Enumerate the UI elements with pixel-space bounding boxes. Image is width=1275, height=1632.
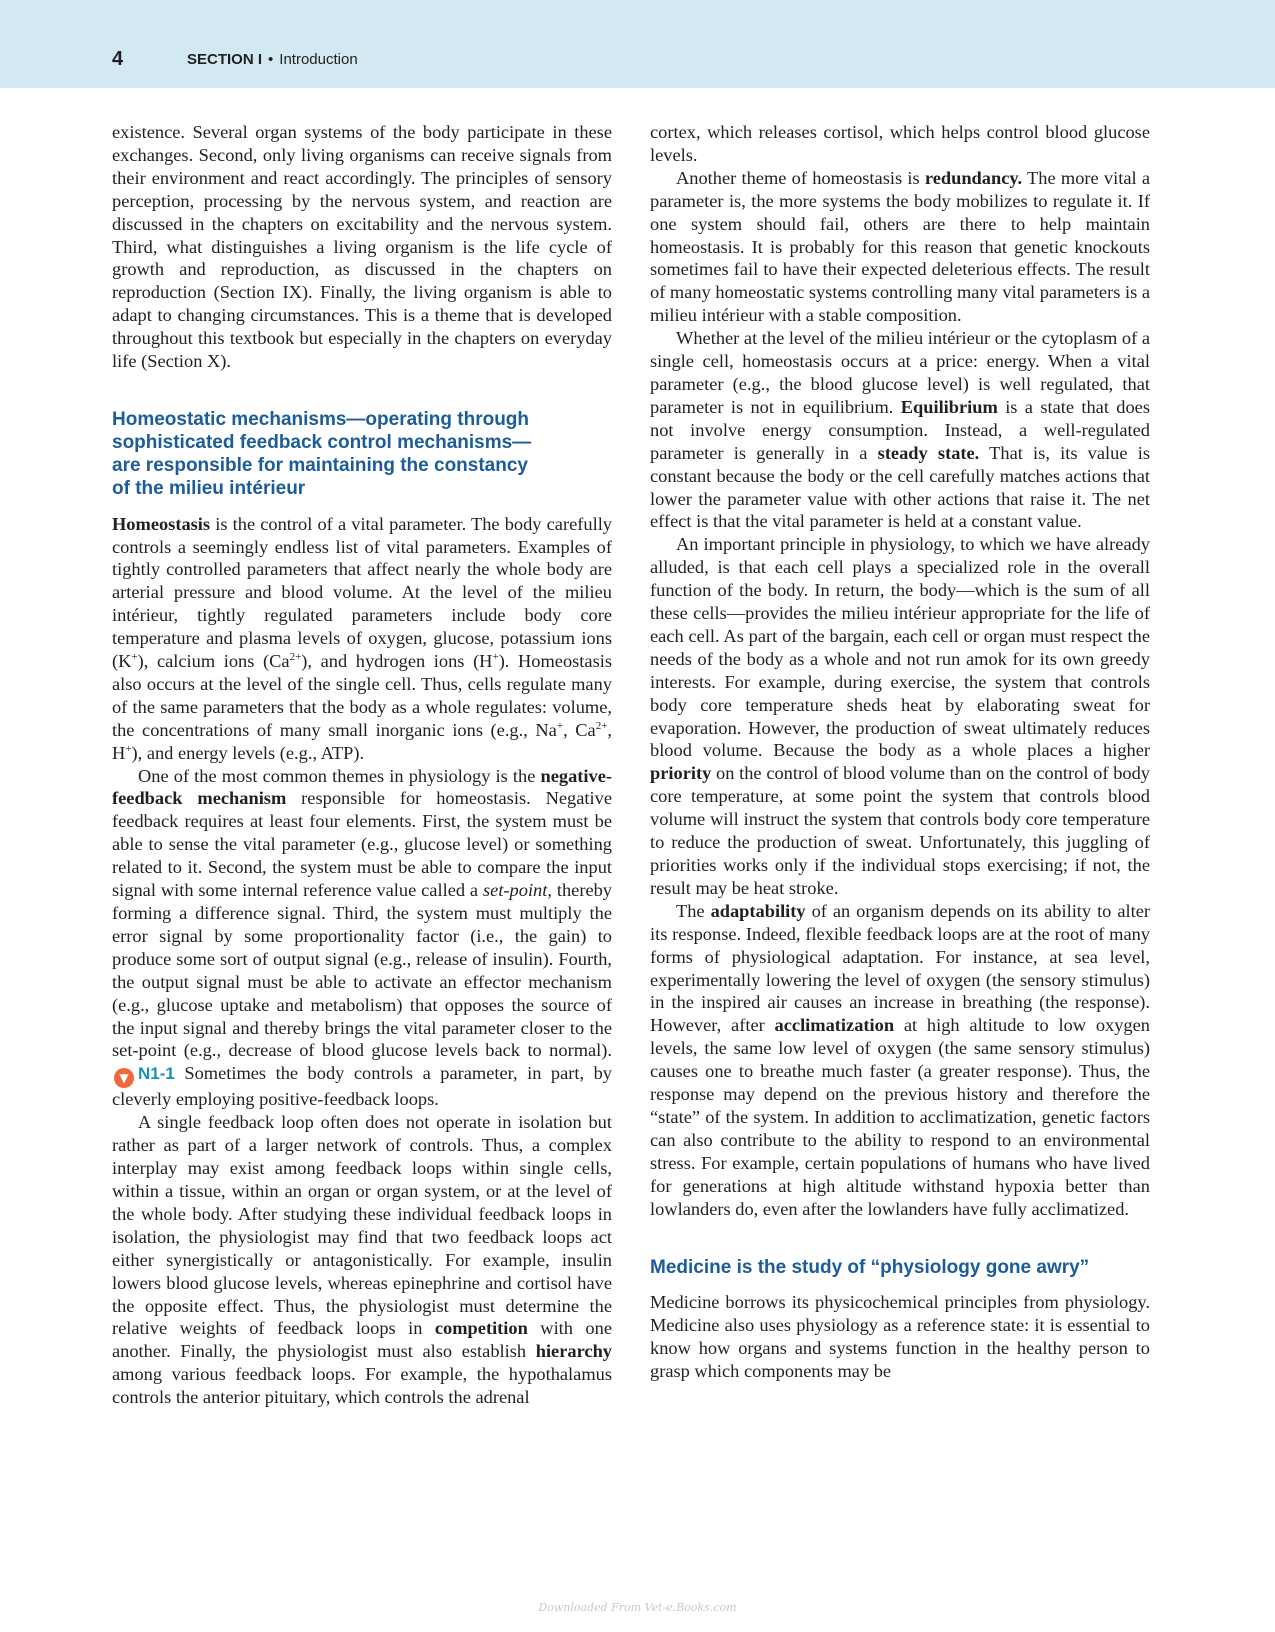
key-term: Homeostasis: [112, 513, 211, 534]
book-icon[interactable]: ▼: [114, 1068, 134, 1088]
paragraph: A single feedback loop often does not operate in isolation but rather as part of a larger network of controls. Thus, a complex interplay may exist among feedback loops within single cells, within a tissue, within an organ or organ system, or at the level of the whole body. After studying these individual feedback loops in isolation, the physiologist may find that two feedback loops act either synergistically or antagonistically. For example, insulin lowers blood glucose levels, whereas epinephrine and cortisol have the opposite effect. Thus, the physiologist must determine the relative weights of feedback loops in competition with one another. Finally, the physiologist must also establish hierarchy among various feedback loops. For example, the hypothalamus controls the anterior pituitary, which controls the adrenal: [112, 1112, 612, 1408]
paragraph: The adaptability of an organism depends on its ability to alter its response. Indeed, flexible feedback loops are at the root of many forms of physiological adaptation. For instance, at sea level, experimentally lowering the level of oxygen (the sensory stimulus) in the inspired air causes an increase in breathing (the response). However, after acclimatization at high altitude to low oxygen levels, the same low level of oxygen (the same sensory stimulus) causes one to breathe much faster (a greater response). Thus, the response may depend on the previous history and therefore the “state” of the system. In addition to acclimatization, genetic factors can also contribute to the ability to respond to an environmental stress. For example, certain populations of humans who have lived for generations at high altitude withstand hypoxia better than lowlanders do, even after the lowlanders have fully acclimatized.: [650, 900, 1150, 1219]
key-term: acclimatization: [774, 1015, 895, 1036]
right-column: [650, 121, 1150, 1383]
key-term: adaptability: [710, 900, 806, 921]
paragraph: Medicine borrows its physicochemical principles from physiology. Medicine also uses physiology as a reference state: it is essential to know how organs and systems function in the healthy person to grasp which components may be: [650, 1292, 1150, 1382]
note-link-n1-1[interactable]: N1-1: [138, 1064, 175, 1084]
key-term: steady state.: [877, 442, 980, 463]
key-term: hierarchy: [535, 1341, 612, 1362]
key-term: redundancy.: [924, 167, 1023, 188]
key-term: Equilibrium: [900, 396, 998, 417]
section-title: Introduction: [279, 51, 358, 68]
paragraph: existence. Several organ systems of the body participate in these exchanges. Second, only living organisms can receive signals from their environment and react accordingly. The principles of sensory perception, processing by the nervous system, and reaction are discussed in the chapters on excitability and the nervous system. Third, what distinguishes a living organism is the life cycle of growth and reproduction, as discussed in the chapters on reproduction (Section IX). Finally, the living organism is able to adapt to changing circumstances. This is a theme that is developed throughout this textbook but especially in the chapters on everyday life (Section X).: [112, 122, 612, 372]
bullet-separator: •: [268, 51, 274, 68]
key-term: priority: [650, 763, 712, 784]
paragraph: One of the most common themes in physiology is the negative-feedback mechanism responsible for homeostasis. Negative feedback requires at least four elements. First, the system must be able to sense the vital parameter (e.g., glucose level) or something related to it. Second, the system must be able to compare the input signal with some internal reference value called a set-point, thereby forming a difference signal. Third, the system must multiply the error signal by some proportionality factor (i.e., the gain) to produce some sort of output signal (e.g., release of insulin). Fourth, the output signal must be able to activate an effector mechanism (e.g., glucose uptake and metabolism) that opposes the source of the input signal and thereby brings the vital parameter closer to the set-point (e.g., decrease of blood glucose levels back to normal). ▼ N1-1 Sometimes the body controls a parameter, in part, by cleverly employing positive-feedback loops.: [112, 765, 613, 1110]
section-heading: Medicine is the study of “physiology gone awry”: [650, 1256, 1090, 1278]
paragraph: Another theme of homeostasis is redundancy. The more vital a parameter is, the more systems the body mobilizes to regulate it. If one system should fail, others are there to help maintain homeostasis. It is probably for this reason that genetic knockouts sometimes fail to have their expected deleterious effects. The result of many homeostatic systems controlling many vital parameters is a milieu intérieur with a stable composition.: [650, 167, 1151, 326]
paragraph: Whether at the level of the milieu intérieur or the cytoplasm of a single cell, homeostasis occurs at a price: energy. When a vital parameter (e.g., the blood glucose level) is well regulated, that parameter is not in equilibrium. Equilibrium is a state that does not involve energy consumption. Instead, a well-regulated parameter is generally in a steady state. That is, its value is constant because the body or the cell carefully matches actions that lower the parameter value with other actions that raise it. The net effect is that the vital parameter is held at a constant value.: [650, 328, 1150, 532]
key-term: negative-feedback mechanism: [112, 765, 612, 809]
running-head: [187, 51, 358, 68]
paragraph: Homeostasis is the control of a vital parameter. The body carefully controls a seemingly endless list of vital parameters. Examples of tightly controlled parameters that affect nearly the whole body are arterial pressure and blood volume. At the level of the milieu intérieur, tightly regulated parameters include body core temperature and plasma levels of oxygen, glucose, potassium ions (K+), calcium ions $(Ca^{2+})$, and hydrogen ions (H+). Homeostasis also occurs at the level of the single cell. Thus, cells regulate many of the same parameters that the body as a whole regulates: volume, the concentrations of many small inorganic ions (e.g., Na+, $Ca^{2+}$, H+), and energy levels (e.g., ATP).: [112, 513, 613, 763]
italic-term: set-point,: [483, 880, 552, 901]
left-column: [112, 121, 612, 1409]
section-heading: Homeostatic mechanisms—operating through sophisticated feedback control mechanisms—are responsible for maintaining the constancy of the milieu intérieur: [112, 408, 532, 499]
page-number: 4: [112, 48, 124, 70]
section-label: SECTION I: [187, 51, 263, 68]
paragraph: cortex, which releases cortisol, which helps control blood glucose levels.: [650, 122, 1150, 165]
key-term: competition: [434, 1318, 528, 1339]
header-band: [0, 0, 1275, 88]
paragraph: An important principle in physiology, to which we have already alluded, is that each cell plays a specialized role in the overall function of the body. In return, the body—which is the sum of all these cells—provides the milieu intérieur appropriate for the life of each cell. As part of the bargain, each cell or organ must respect the needs of the body as a whole and not run amok for its own greedy interests. For example, during exercise, the system that controls body core temperature sheds heat by elaborating sweat for evaporation. However, the production of sweat ultimately reduces blood volume. Because the body as a whole places a higher priority on the control of blood volume than on the control of body core temperature, at some point the system that controls blood volume will instruct the system that controls body core temperature to reduce the production of sweat. Unfortunately, this juggling of priorities works only if the individual stops exercising; if not, the result may be heat stroke.: [650, 534, 1150, 898]
watermark: Downloaded From Vet-e.Books.com: [538, 1601, 737, 1614]
